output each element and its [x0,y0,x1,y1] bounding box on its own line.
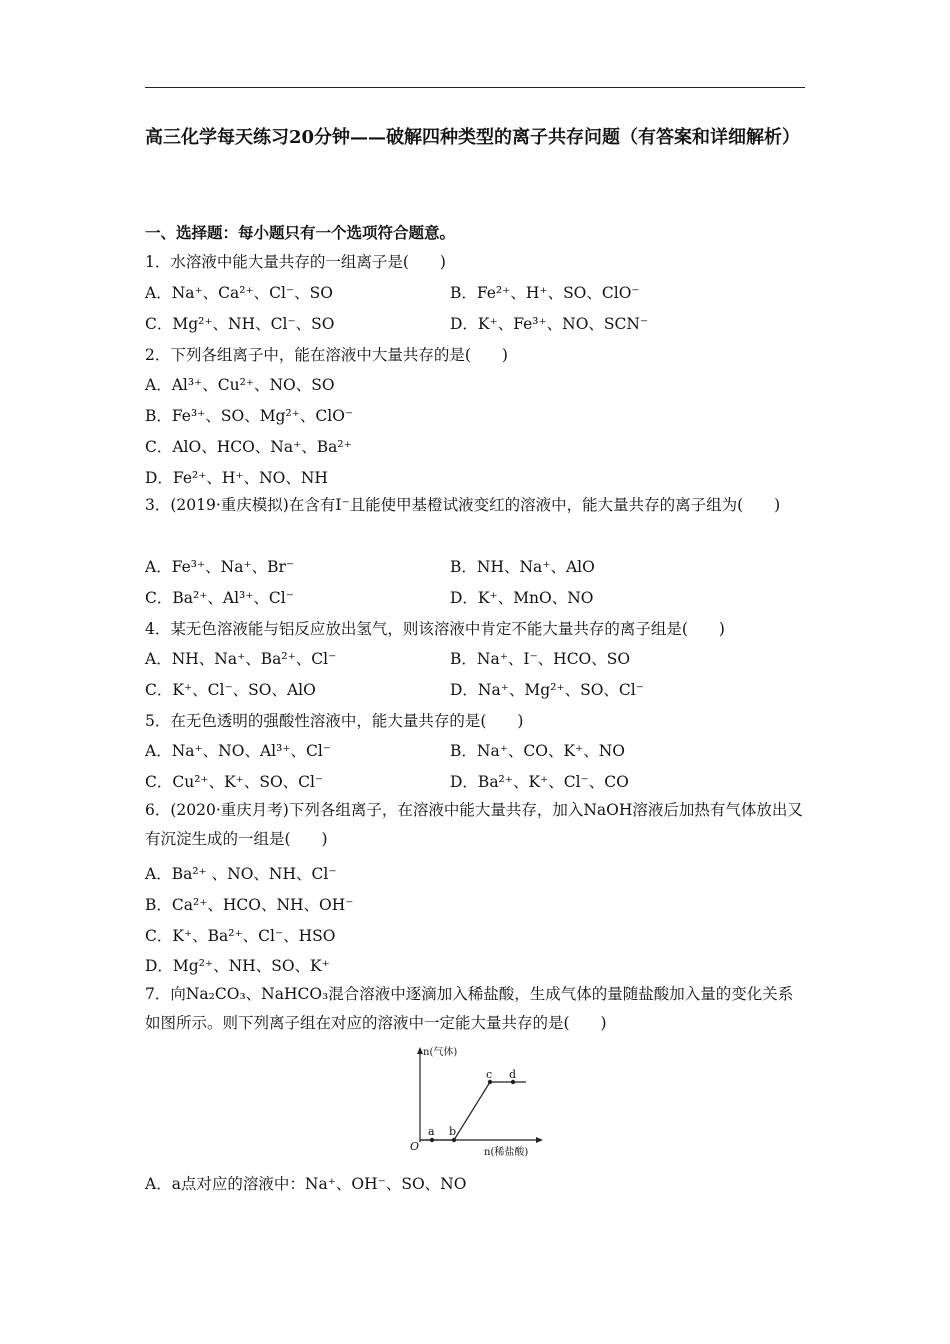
q3-option-b: B．NH、Na⁺、AlO [450,558,595,576]
header-rule [145,87,805,88]
label-a: a [428,1125,435,1138]
q5-stem: 5．在无色透明的强酸性溶液中，能大量共存的是( ) [145,712,524,730]
section-heading: 一、选择题：每小题只有一个选项符合题意。 [145,223,456,242]
q1-option-d: D．K⁺、Fe³⁺、NO、SCN⁻ [450,315,649,333]
q6-option-d: D．Mg²⁺、NH、SO、K⁺ [145,957,330,975]
q6-option-a: A．Ba²⁺ 、NO、NH、Cl⁻ [145,865,337,883]
x-axis-label: n(稀盐酸) [484,1147,529,1158]
origin-label: O [410,1140,420,1153]
point-b [452,1138,456,1142]
q6-option-c: C．K⁺、Ba²⁺、Cl⁻、HSO [145,927,336,945]
q2-option-a: A．Al³⁺、Cu²⁺、NO、SO [145,376,335,394]
q4-stem: 4．某无色溶液能与铝反应放出氢气，则该溶液中肯定不能大量共存的离子组是( ) [145,620,725,638]
page-title: 高三化学每天练习20分钟——破解四种类型的离子共存问题（有答案和详细解析） [145,127,801,148]
q1-stem: 1．水溶液中能大量共存的一组离子是( ) [145,253,446,271]
label-b: b [449,1125,457,1138]
q2-option-d: D．Fe²⁺、H⁺、NO、NH [145,469,328,487]
curve [420,1082,526,1140]
q2-stem: 2．下列各组离子中，能在溶液中大量共存的是( ) [145,346,508,364]
q6-stem: 6．(2020·重庆月考)下列各组离子，在溶液中能大量共存，加入NaOH溶液后加热有气体放出又有沉淀生成的一组是( ) [145,801,803,848]
q1-option-c: C．Mg²⁺、NH、Cl⁻、SO [145,315,335,333]
q4-option-d: D．Na⁺、Mg²⁺、SO、Cl⁻ [450,681,644,699]
q4-option-a: A．NH、Na⁺、Ba²⁺、Cl⁻ [145,650,337,668]
q4-option-b: B．Na⁺、I⁻、HCO、SO [450,650,631,668]
q1-option-a: A．Na⁺、Ca²⁺、Cl⁻、SO [145,284,333,302]
x-axis-arrow [536,1137,543,1143]
q3-option-a: A．Fe³⁺、Na⁺、Br⁻ [145,558,295,576]
q5-option-b: B．Na⁺、CO、K⁺、NO [450,742,625,760]
q2-option-c: C．AlO、HCO、Na⁺、Ba²⁺ [145,438,352,456]
q3-option-c: C．Ba²⁺、Al³⁺、Cl⁻ [145,589,294,607]
y-axis-label: n(气体) [423,1047,458,1058]
q7-option-a: A．a点对应的溶液中：Na⁺、OH⁻、SO、NO [145,1175,467,1193]
q7-stem: 7．向Na₂CO₃、NaHCO₃混合溶液中逐滴加入稀盐酸，生成气体的量随盐酸加入量的变化关系如图所示。则下列离子组在对应的溶液中一定能大量共存的是( ) [145,985,794,1032]
q3-option-d: D．K⁺、MnO、NO [450,589,594,607]
gas-vs-acid-graph [400,1042,550,1162]
q5-option-a: A．Na⁺、NO、Al³⁺、Cl⁻ [145,742,331,760]
label-d: d [509,1068,517,1081]
q3-stem: 3．(2019·重庆模拟)在含有I⁻且能使甲基橙试液变红的溶液中，能大量共存的离子组为( ) [145,496,781,514]
q5-option-c: C．Cu²⁺、K⁺、SO、Cl⁻ [145,773,324,791]
point-a [430,1138,434,1142]
q2-option-b: B．Fe³⁺、SO、Mg²⁺、ClO⁻ [145,407,354,425]
q1-option-b: B．Fe²⁺、H⁺、SO、ClO⁻ [450,284,640,302]
q6-option-b: B．Ca²⁺、HCO、NH、OH⁻ [145,896,354,914]
q5-option-d: D．Ba²⁺、K⁺、Cl⁻、CO [450,773,629,791]
label-c: c [486,1068,493,1081]
q4-option-c: C．K⁺、Cl⁻、SO、AlO [145,681,316,699]
